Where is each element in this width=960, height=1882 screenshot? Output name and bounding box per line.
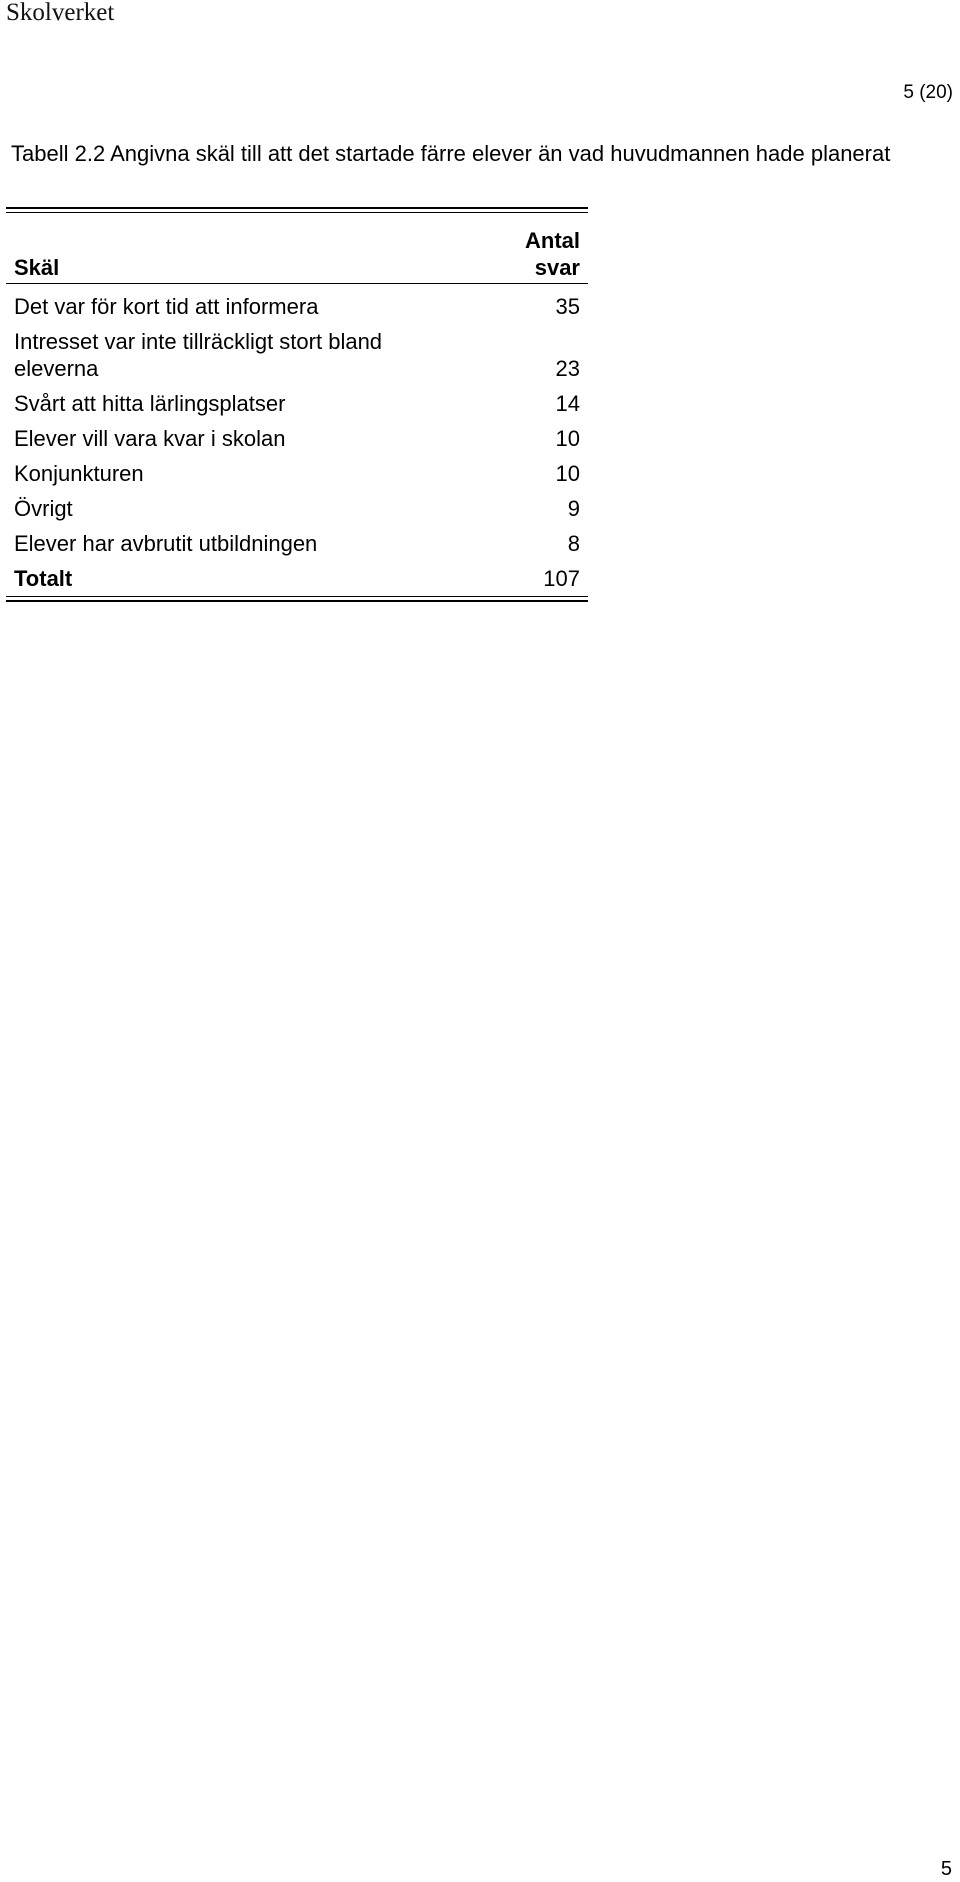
table-header-row [6,213,588,283]
total-count: 107 [543,566,580,591]
row-count: 14 [555,391,580,416]
row-count: 8 [567,531,580,556]
row-reason: Det var för kort tid att informera [14,294,319,319]
table-row [6,324,588,386]
row-reason: Övrigt [14,496,73,521]
table-row [6,421,588,456]
table-row [6,491,588,526]
row-count: 35 [555,294,580,319]
row-reason: Elever vill vara kvar i skolan [14,426,286,451]
row-reason: Svårt att hitta lärlingsplatser [14,391,286,416]
row-reason: Elever har avbrutit utbildningen [14,531,318,556]
column-header-count [482,213,588,283]
table-total-row [6,561,588,596]
row-count: 9 [567,496,580,521]
total-label: Totalt [14,566,73,591]
table-row [6,526,588,561]
table-row [6,456,588,491]
row-count: 23 [555,356,580,381]
reasons-table [6,207,588,602]
row-count: 10 [555,426,580,451]
row-count: 10 [555,461,580,486]
table-caption: Tabell 2.2 Angivna skäl till att det startade färre elever än vad huvudmannen hade planerat [11,141,891,166]
row-reason: Intresset var inte tillräckligt stort bland eleverna [14,329,383,381]
brand-name: Skolverket [6,0,115,26]
page-counter: 5 (20) [903,82,953,103]
footer-page-number: 5 [940,1858,952,1880]
table-row [6,284,588,324]
table-bottom-rule [6,596,588,602]
row-reason: Konjunkturen [14,461,144,486]
table-row [6,386,588,421]
column-header-reason: Skäl [14,255,60,280]
column-header-count-text: Antal svar [525,228,580,280]
